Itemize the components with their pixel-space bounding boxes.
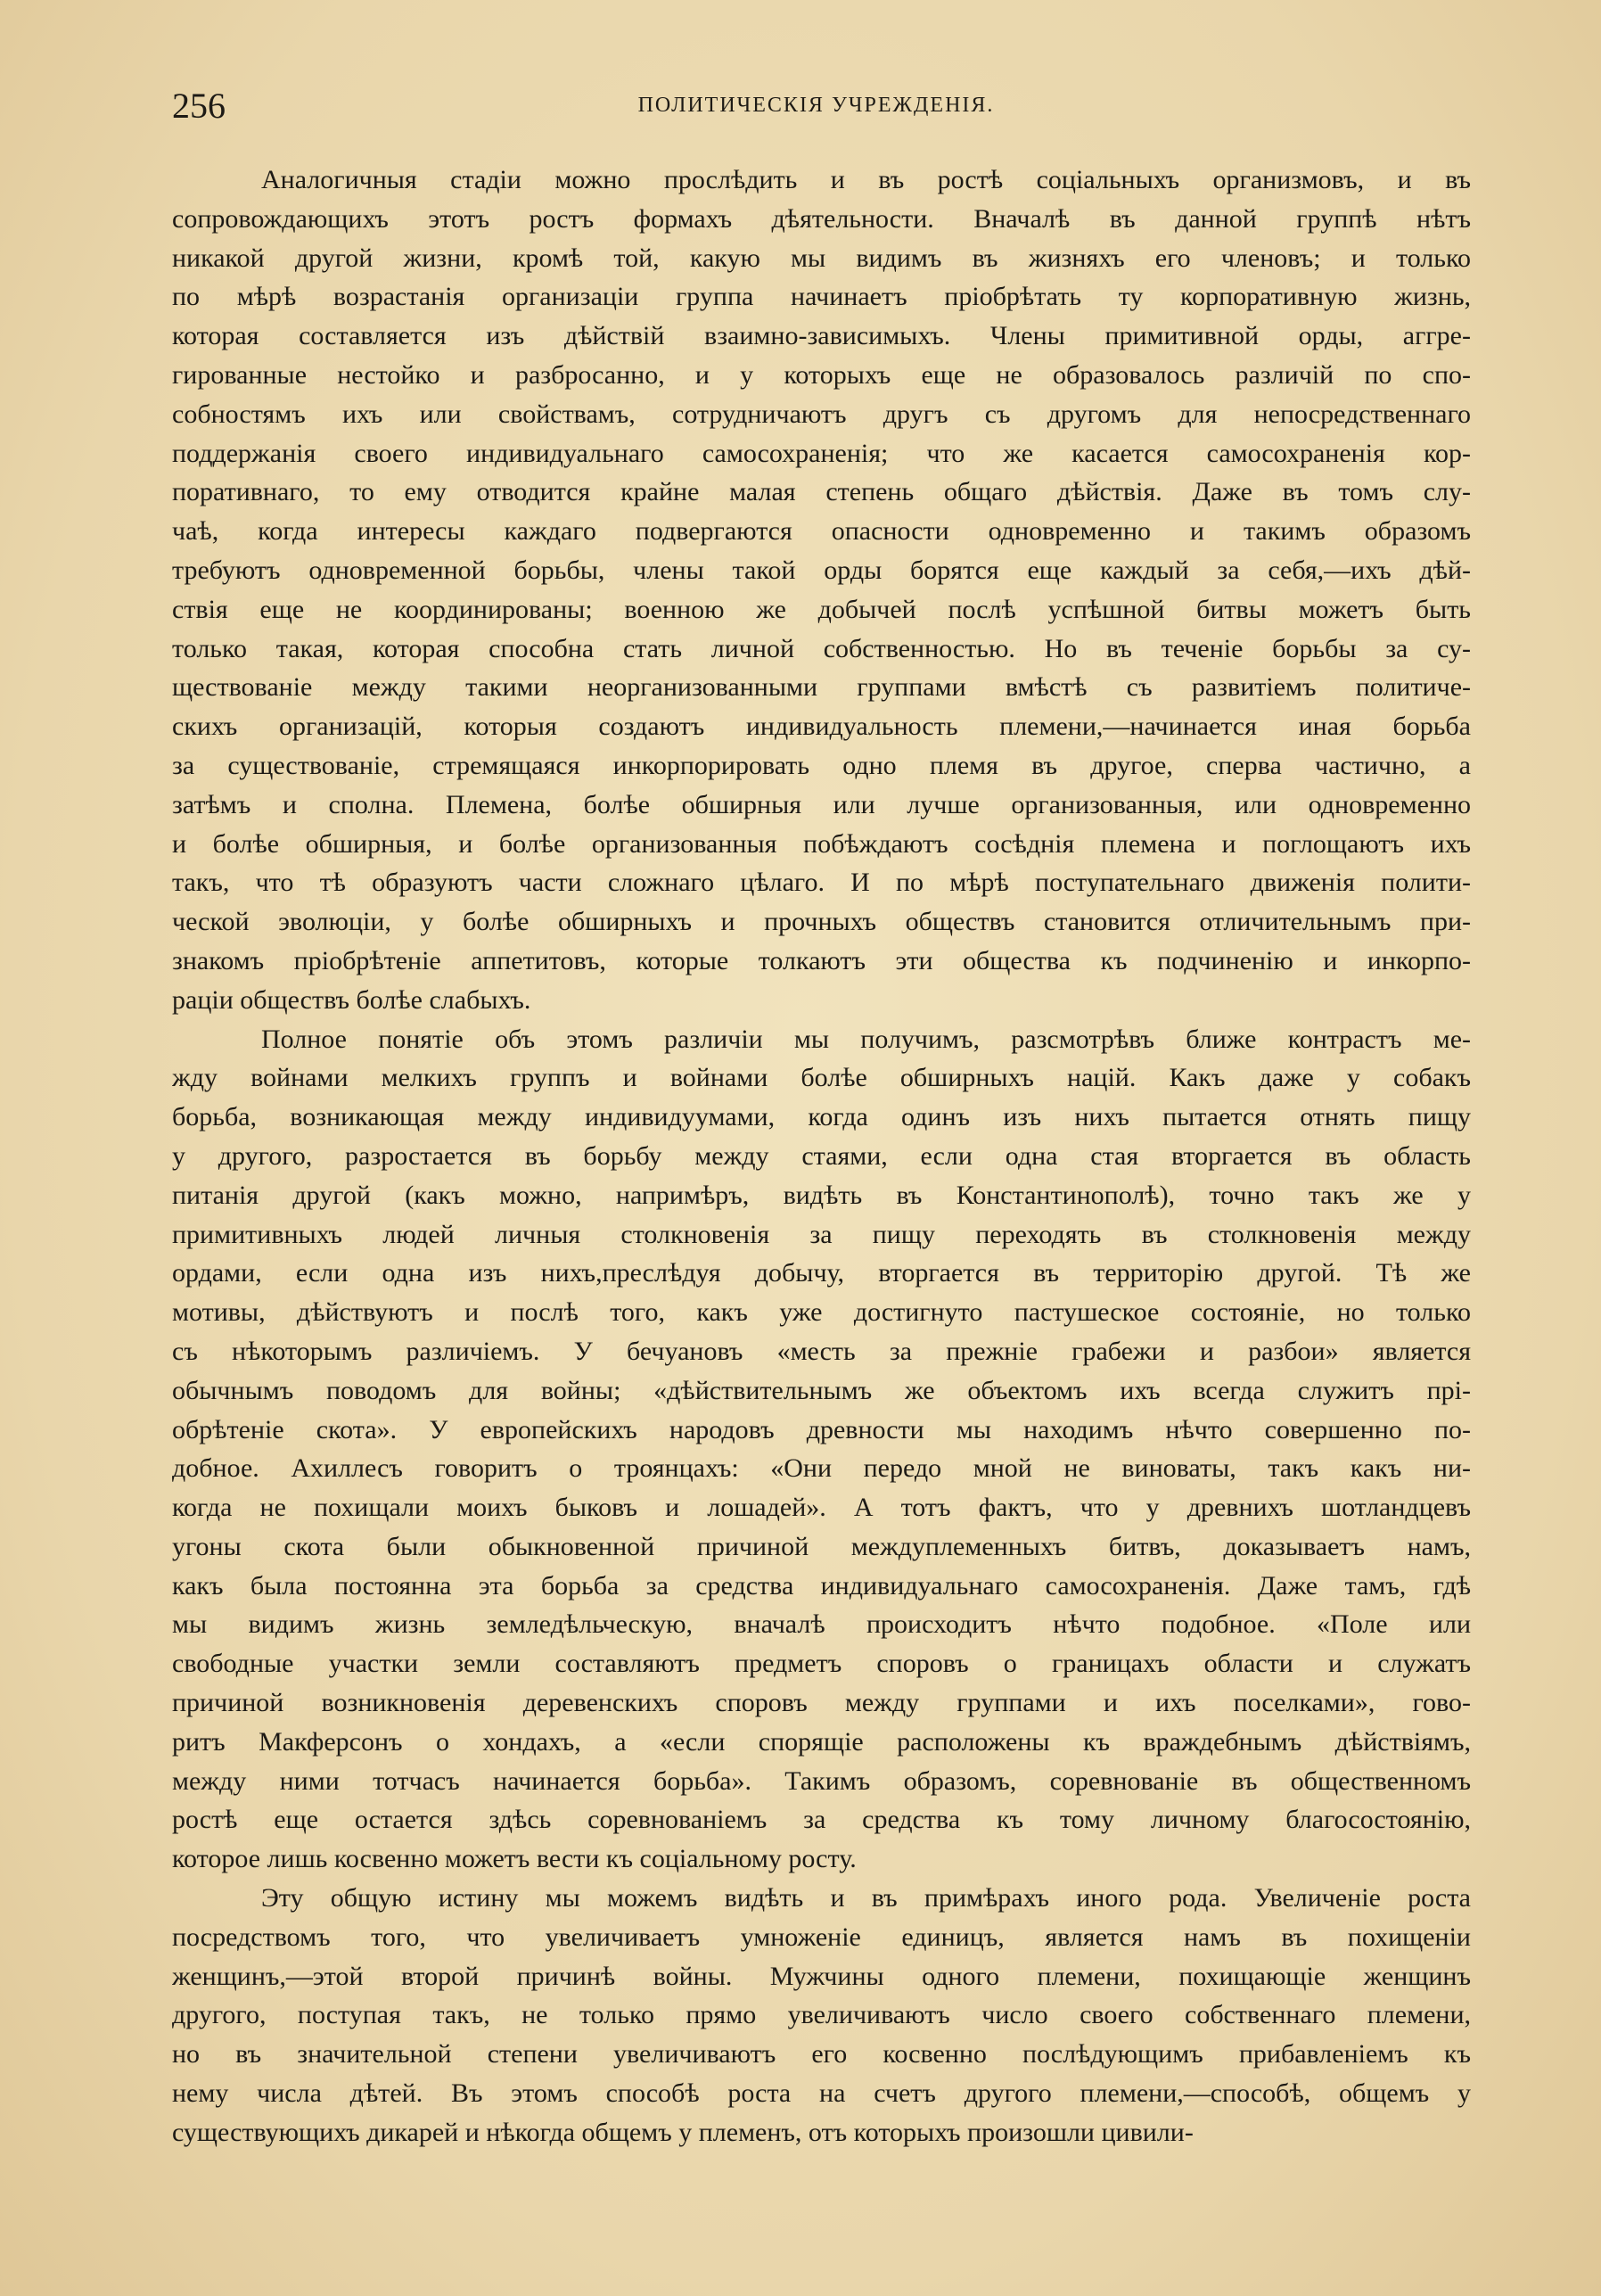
text-line: ростѣ еще остается здѣсь соревнованіемъ за средства къ тому личному благосостоянію, (172, 1805, 1471, 1835)
page-number: 256 (172, 86, 226, 126)
text-line: которое лишь косвенно можетъ вести къ соціальному росту. (172, 1844, 857, 1874)
text-line: требуютъ одновременной борьбы, члены такой орды борятся еще каждый за себя,—ихъ дѣй- (172, 555, 1471, 585)
text-line: существующихъ дикарей и нѣкогда общемъ у племенъ, отъ которыхъ произошли цивили- (172, 2117, 1194, 2147)
text-line: поративнаго, то ему отводится крайне малая степень общаго дѣйствія. Даже въ томъ слу- (172, 477, 1471, 507)
text-line: Эту общую истину мы можемъ видѣть и въ примѣрахъ иного рода. Увеличеніе роста (261, 1883, 1471, 1913)
text-line: обычнымъ поводомъ для войны; «дѣйствительнымъ же объектомъ ихъ всегда служитъ прі- (172, 1375, 1471, 1405)
text-line: ритъ Макферсонъ о хондахъ, а «если спорящіе расположены къ враждебнымъ дѣйствіямъ, (172, 1726, 1471, 1757)
text-line: обрѣтеніе скота». У европейскихъ народовъ древности мы находимъ нѣчто совершенно по- (172, 1414, 1471, 1444)
running-title: ПОЛИТИЧЕСКІЯ УЧРЕЖДЕНІЯ. (637, 94, 995, 117)
text-line: посредствомъ того, что увеличиваетъ умноженіе единицъ, является намъ въ похищеніи (172, 1922, 1471, 1952)
text-line: но въ значительной степени увеличиваютъ его косвенно послѣдующимъ прибавленіемъ къ (172, 2039, 1471, 2070)
text-line: ческой эволюціи, у болѣе обширныхъ и прочныхъ обществъ становится отличительнымъ при- (172, 907, 1471, 937)
paragraph (172, 160, 1471, 1020)
text-line: съ нѣкоторымъ различіемъ. У бечуановъ «месть за прежніе грабежи и разбои» является (172, 1336, 1471, 1366)
text-line: причиной возникновенія деревенскихъ споровъ между группами и ихъ поселками», гово- (172, 1688, 1471, 1718)
text-line: питанія другой (какъ можно, напримѣръ, видѣть въ Константинополѣ), точно такъ же у (172, 1180, 1471, 1210)
text-line: скихъ организацій, которыя создаютъ индивидуальность племени,—начинается иная борьба (172, 712, 1471, 742)
text-line: какъ была постоянна эта борьба за средства индивидуальнаго самосохраненія. Даже тамъ, гдѣ (172, 1570, 1471, 1601)
text-line: мотивы, дѣйствуютъ и послѣ того, какъ уже достигнуто пастушеское состояніе, но только (172, 1297, 1471, 1328)
text-line: только такая, которая способна стать личной собственностью. Но въ теченіе борьбы за су- (172, 633, 1471, 663)
text-line: жду войнами мелкихъ группъ и войнами болѣе обширныхъ націй. Какъ даже у собакъ (172, 1063, 1471, 1093)
text-line: Полное понятіе объ этомъ различіи мы получимъ, разсмотрѣвъ ближе контрастъ ме- (261, 1024, 1471, 1054)
text-line: между ними тотчасъ начинается борьба». Такимъ образомъ, соревнованіе въ общественномъ (172, 1765, 1471, 1796)
text-line: у другого, разростается въ борьбу между стаями, если одна стая вторгается въ область (172, 1140, 1471, 1171)
text-line: борьба, возникающая между индивидуумами, когда одинъ изъ нихъ пытается отнять пищу (172, 1102, 1471, 1132)
text-line: которая составляется изъ дѣйствій взаимно-зависимыхъ. Члены примитивной орды, аггре- (172, 321, 1471, 351)
text-line: когда не похищали моихъ быковъ и лошадей». А тотъ фактъ, что у древнихъ шотландцевъ (172, 1493, 1471, 1523)
text-line: угоны скота были обыкновенной причиной междуплеменныхъ битвъ, доказываетъ намъ, (172, 1531, 1471, 1561)
text-line: по мѣрѣ возрастанія организаціи группа начинаетъ пріобрѣтать ту корпоративную жизнь, (172, 282, 1471, 312)
text-line: и болѣе обширныя, и болѣе организованныя побѣждаютъ сосѣднія племена и поглощаютъ ихъ (172, 828, 1471, 859)
paragraph (172, 1020, 1471, 1880)
text-line: ществованіе между такими неорганизованными группами вмѣстѣ съ развитіемъ политиче- (172, 672, 1471, 703)
text-line: такъ, что тѣ образуютъ части сложнаго цѣлаго. И по мѣрѣ поступательнаго движенія полити- (172, 868, 1471, 898)
text-line: сопровождающихъ этотъ ростъ формахъ дѣятельности. Вначалѣ въ данной группѣ нѣтъ (172, 203, 1471, 234)
text-line: собностямъ ихъ или свойствамъ, сотрудничаютъ другъ съ другомъ для непосредственнаго (172, 399, 1471, 429)
text-line: другого, поступая такъ, не только прямо увеличиваютъ число своего собственнаго племени, (172, 2000, 1471, 2030)
text-line: поддержанія своего индивидуальнаго самосохраненія; что же касается самосохраненія кор- (172, 438, 1471, 468)
text-line: гированные нестойко и разбросанно, и у которыхъ еще не образовалось различій по спо- (172, 359, 1471, 390)
text-line: женщинъ,—этой второй причинѣ войны. Мужчины одного племени, похищающіе женщинъ (172, 1961, 1471, 1991)
paragraph (172, 1879, 1471, 2152)
text-line: примитивныхъ людей личныя столкновенія за пищу переходять въ столкновенія между (172, 1219, 1471, 1249)
text-line: раціи обществъ болѣе слабыхъ. (172, 984, 531, 1015)
text-line: ствія еще не координированы; военною же добычей послѣ успѣшной битвы можетъ быть (172, 594, 1471, 624)
text-line: никакой другой жизни, кромѣ той, какую мы видимъ въ жизняхъ его членовъ; и только (172, 243, 1471, 273)
text-line: свободные участки земли составляютъ предметъ споровъ о границахъ области и служатъ (172, 1649, 1471, 1679)
text-line: чаѣ, когда интересы каждаго подвергаются опасности одновременно и такимъ образомъ (172, 516, 1471, 547)
text-line: Аналогичныя стадіи можно прослѣдить и въ ростѣ соціальныхъ организмовъ, и въ (261, 165, 1471, 194)
text-line: за существованіе, стремящаяся инкорпорировать одно племя въ другое, сперва частично, а (172, 750, 1471, 780)
text-line: нему числа дѣтей. Въ этомъ способѣ роста на счетъ другого племени,—способѣ, общемъ у (172, 2078, 1471, 2109)
page-header (172, 85, 1460, 138)
text-line: затѣмъ и сполна. Племена, болѣе обширныя или лучше организованныя, или одновременно (172, 789, 1471, 819)
text-line: знакомъ пріобрѣтеніе аппетитовъ, которые толкаютъ эти общества къ подчиненію и инкорпо- (172, 945, 1471, 975)
text-line: мы видимъ жизнь земледѣльческую, вначалѣ происходитъ нѣчто подобное. «Поле или (172, 1609, 1471, 1640)
body-text (172, 160, 1471, 2152)
text-line: ордами, если одна изъ нихъ,преслѣдуя добычу, вторгается въ территорію другой. Тѣ же (172, 1258, 1471, 1288)
text-line: добное. Ахиллесъ говоритъ о троянцахъ: «Они передо мной не виноваты, такъ какъ ни- (172, 1453, 1471, 1484)
